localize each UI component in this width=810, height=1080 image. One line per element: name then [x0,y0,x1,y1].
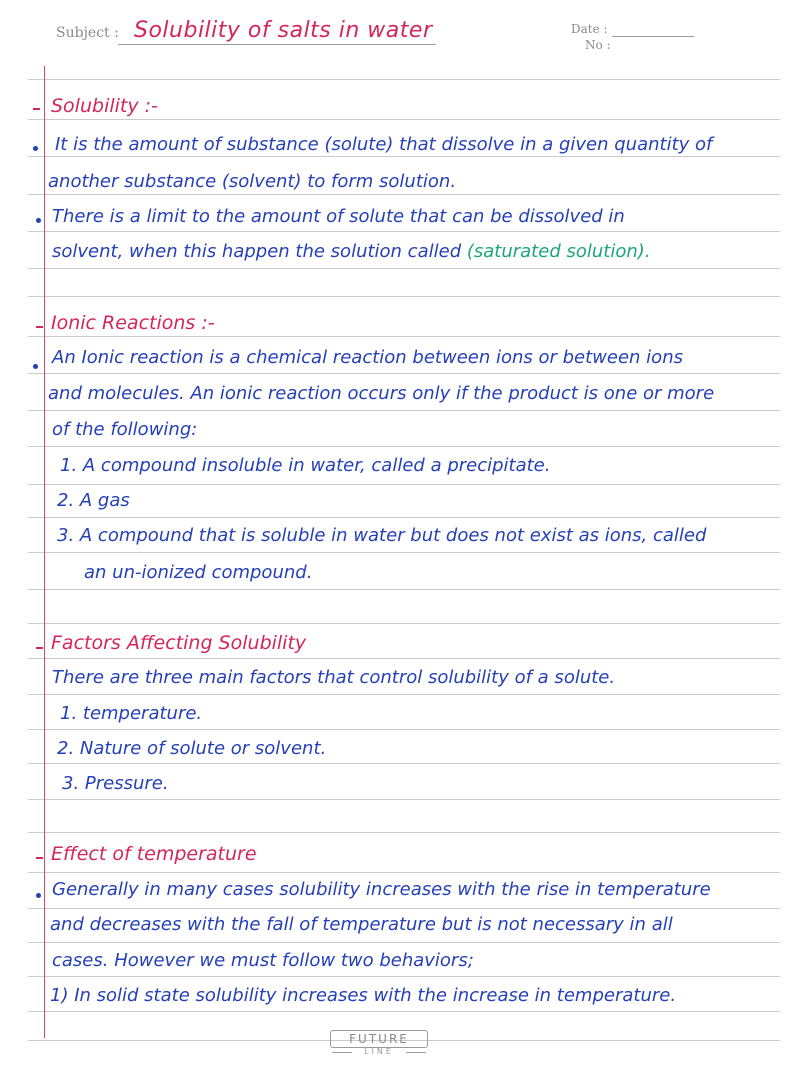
number-label: No : [585,38,611,52]
bullet-dot [33,146,38,151]
ruled-line [28,799,780,800]
heading-dash [36,647,43,649]
ruled-line [28,296,780,297]
heading-dash [36,326,43,328]
ruled-line [28,908,780,909]
bullet-dot [36,893,41,898]
ionic-reactions-heading: Ionic Reactions :- [51,312,215,334]
temperature-line4: 1) In solid state solubility increases with the increase in temperature. [50,985,677,1006]
ruled-line [28,623,780,624]
ruled-line [28,119,780,120]
solubility-definition-line2: another substance (solvent) to form solution. [48,171,457,192]
factors-intro: There are three main factors that control solubility of a solute. [52,667,616,688]
ionic-item-2: 2. A gas [57,490,130,511]
ruled-line [28,552,780,553]
ionic-item-1: 1. A compound insoluble in water, called a precipitate. [60,455,551,476]
ruled-line [28,942,780,943]
ruled-line [28,589,780,590]
saturated-solution-term: (saturated solution). [466,241,651,262]
temperature-line3: cases. However we must follow two behaviors; [52,950,474,971]
logo-divider [332,1052,352,1053]
ruled-line [28,156,780,157]
factors-heading: Factors Affecting Solubility [51,632,307,654]
ruled-line [28,446,780,447]
solubility-limit-line1: There is a limit to the amount of solute that can be dissolved in [52,206,625,227]
solubility-limit-text: solvent, when this happen the solution called [52,241,462,262]
ionic-item-3-line1: 3. A compound that is soluble in water but does not exist as ions, called [57,525,707,546]
logo-text: FUTURE [330,1030,428,1048]
ruled-line [28,484,780,485]
heading-dash [33,108,40,110]
ruled-line [28,194,780,195]
ionic-definition-line3: of the following: [52,419,198,440]
ionic-definition-line2: and molecules. An ionic reaction occurs only if the product is one or more [48,383,715,404]
temperature-heading: Effect of temperature [51,843,257,865]
ruled-line [28,336,780,337]
margin-line [44,66,45,1038]
solubility-heading: Solubility :- [51,95,158,117]
solubility-definition-line1: It is the amount of substance (solute) that dissolve in a given quantity of [55,134,713,155]
ruled-line [28,976,780,977]
date-label: Date : [571,22,608,36]
ionic-definition-line1: An Ionic reaction is a chemical reaction between ions or between ions [52,347,683,368]
ruled-line [28,1011,780,1012]
ruled-line [28,373,780,374]
ionic-item-3-line2: an un-ionized compound. [84,562,313,583]
solubility-limit-line2 [52,241,651,263]
factor-item-2: 2. Nature of solute or solvent. [57,738,327,759]
ruled-line [28,832,780,833]
subject-label: Subject : [56,25,119,41]
bullet-dot [36,218,41,223]
title-underline [118,44,436,45]
ruled-line [28,410,780,411]
factor-item-1: 1. temperature. [60,703,203,724]
date-line [612,36,694,37]
heading-dash [36,857,43,859]
logo-divider [406,1052,426,1053]
logo-subtext: LINE [364,1047,394,1056]
ruled-line [28,517,780,518]
ruled-line [28,694,780,695]
temperature-line1: Generally in many cases solubility increases with the rise in temperature [52,879,711,900]
ruled-line [28,658,780,659]
ruled-line [28,79,780,80]
ruled-line [28,729,780,730]
temperature-line2: and decreases with the fall of temperature but is not necessary in all [50,914,673,935]
ruled-line [28,268,780,269]
future-line-logo [330,1030,428,1058]
page-title: Solubility of salts in water [134,18,433,43]
ruled-line [28,872,780,873]
ruled-line [28,763,780,764]
bullet-dot [33,364,38,369]
factor-item-3: 3. Pressure. [62,773,169,794]
ruled-line [28,231,780,232]
